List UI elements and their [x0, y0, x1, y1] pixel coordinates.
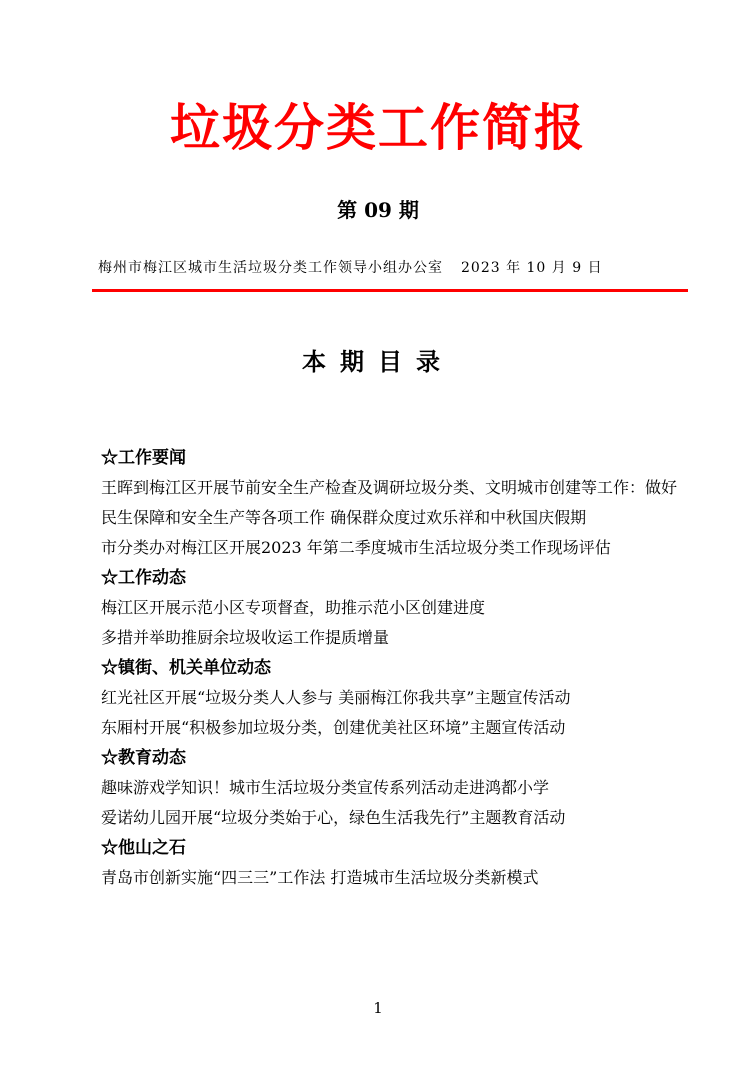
- header-divider: [92, 289, 688, 292]
- page-title: 垃圾分类工作简报: [170, 98, 586, 157]
- issue-date: 2023 年 10 月 9 日: [461, 260, 603, 276]
- toc-entry: 青岛市创新实施“四三三”工作法 打造城市生活垃圾分类新模式: [101, 868, 539, 887]
- toc-entry: 梅江区开展示范小区专项督查，助推示范小区创建进度: [101, 598, 486, 617]
- toc-entry: 市分类办对梅江区开展2023 年第二季度城市生活垃圾分类工作现场评估: [101, 538, 611, 557]
- issuer-line: [98, 258, 603, 278]
- toc-title: 本期目录: [302, 347, 454, 376]
- toc-entry: 爱诺幼儿园开展“垃圾分类始于心，绿色生活我先行”主题教育活动: [101, 808, 566, 827]
- toc-section-heading: ☆他山之石: [101, 838, 186, 858]
- toc-section-heading: ☆工作要闻: [101, 448, 186, 468]
- table-of-contents: [101, 443, 691, 893]
- toc-section-heading: ☆镇街、机关单位动态: [101, 658, 271, 678]
- toc-section-heading: ☆教育动态: [101, 748, 186, 768]
- toc-entry: 红光社区开展“垃圾分类人人参与 美丽梅江你我共享”主题宣传活动: [101, 688, 571, 707]
- toc-entry: 多措并举助推厨余垃圾收运工作提质增量: [101, 628, 390, 647]
- toc-entry: 趣味游戏学知识！城市生活垃圾分类宣传系列活动走进鸿都小学: [101, 778, 550, 797]
- toc-entry: 东厢村开展“积极参加垃圾分类，创建优美社区环境”主题宣传活动: [101, 718, 566, 737]
- toc-entry: 王晖到梅江区开展节前安全生产检查及调研垃圾分类、文明城市创建等工作：做好民生保障和安全生产等各项工作 确保群众度过欢乐祥和中秋国庆假期: [101, 478, 678, 527]
- issue-number: 第 09 期: [337, 198, 419, 222]
- toc-section-heading: ☆工作动态: [101, 568, 186, 588]
- page-number: 1: [373, 999, 383, 1017]
- issuer-name: 梅州市梅江区城市生活垃圾分类工作领导小组办公室: [98, 260, 443, 276]
